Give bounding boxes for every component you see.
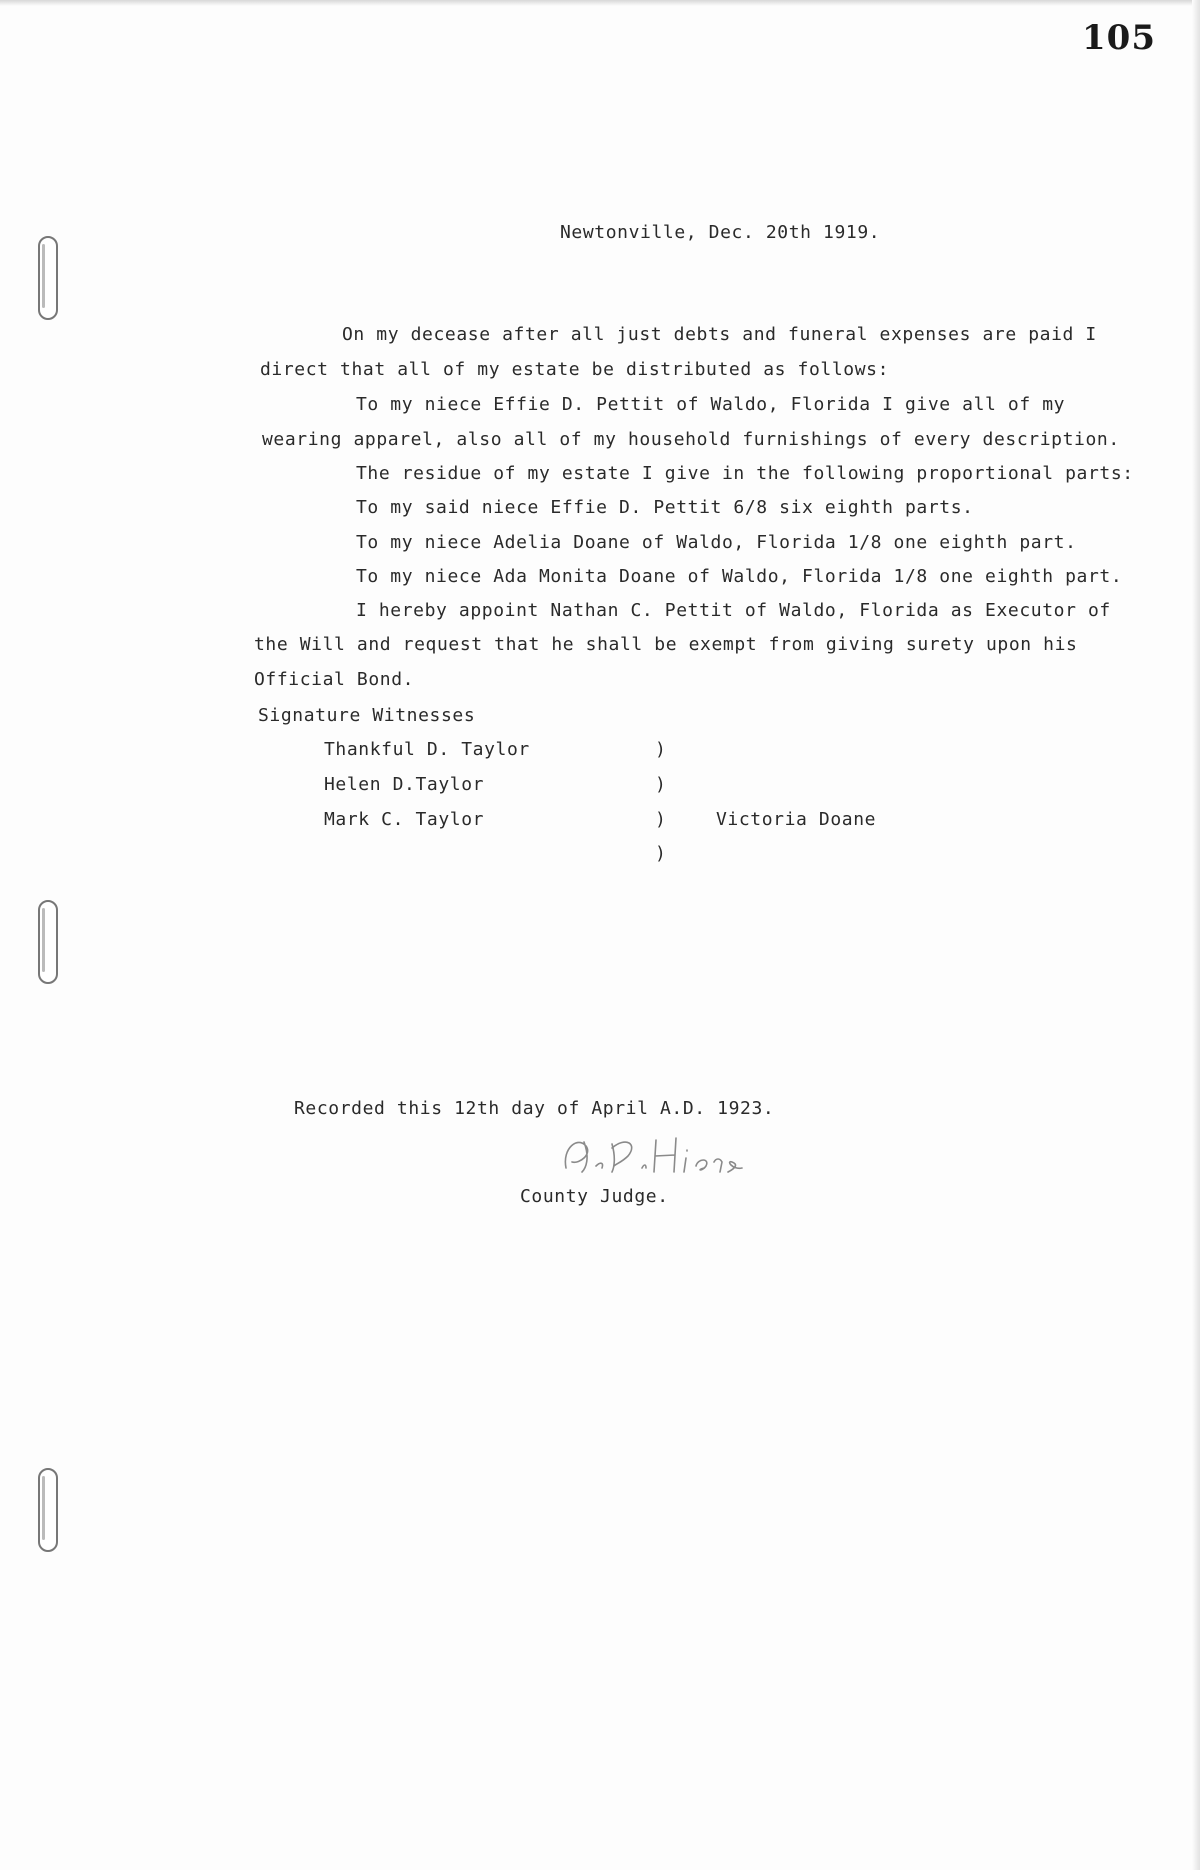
- witness-name: Thankful D. Taylor: [324, 739, 530, 760]
- will-line: direct that all of my estate be distributed as follows:: [260, 359, 890, 380]
- bracket-mark: ): [655, 739, 667, 760]
- will-line: wearing apparel, also all of my household furnishings of every description.: [262, 429, 1120, 450]
- scan-edge-right: [1192, 0, 1200, 1870]
- binder-hole-icon: [38, 236, 58, 320]
- will-line: Official Bond.: [254, 669, 415, 690]
- bracket-mark: ): [655, 774, 667, 795]
- binder-hole-icon: [38, 1468, 58, 1552]
- bracket-mark: ): [655, 843, 667, 864]
- witness-name: Helen D.Taylor: [324, 774, 485, 795]
- will-line: To my niece Ada Monita Doane of Waldo, Florida 1/8 one eighth part.: [356, 566, 1123, 587]
- recorded-statement: Recorded this 12th day of April A.D. 1923.: [294, 1098, 775, 1119]
- witness-name: Mark C. Taylor: [324, 809, 485, 830]
- dateline: Newtonville, Dec. 20th 1919.: [560, 222, 881, 243]
- bracket-mark: ): [655, 809, 667, 830]
- judge-signature: [556, 1128, 746, 1184]
- will-line: To my niece Adelia Doane of Waldo, Florida 1/8 one eighth part.: [356, 532, 1077, 553]
- testator-name: Victoria Doane: [716, 809, 877, 830]
- page-number: 105: [1082, 18, 1156, 58]
- will-line: On my decease after all just debts and funeral expenses are paid I: [342, 324, 1097, 345]
- will-line: the Will and request that he shall be exempt from giving surety upon his: [254, 634, 1078, 655]
- will-line: To my niece Effie D. Pettit of Waldo, Florida I give all of my: [356, 394, 1066, 415]
- scan-edge-top: [0, 0, 1200, 6]
- will-line: I hereby appoint Nathan C. Pettit of Waldo, Florida as Executor of: [356, 600, 1111, 621]
- signature-heading: Signature Witnesses: [258, 705, 476, 726]
- binder-hole-icon: [38, 900, 58, 984]
- judge-title: County Judge.: [520, 1186, 669, 1207]
- will-line: The residue of my estate I give in the following proportional parts:: [356, 463, 1134, 484]
- will-line: To my said niece Effie D. Pettit 6/8 six eighth parts.: [356, 497, 974, 518]
